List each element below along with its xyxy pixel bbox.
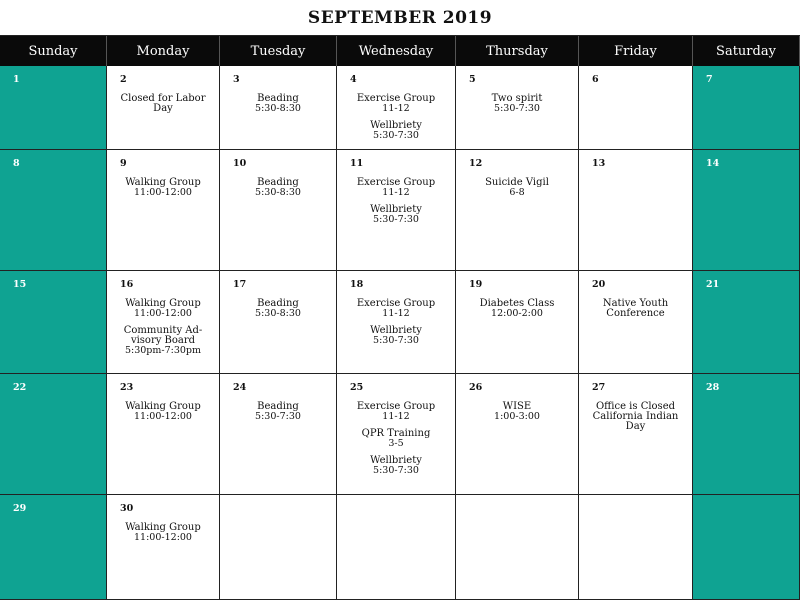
event-time: 5:30-7:30 (494, 103, 540, 114)
date-number: 9 (120, 158, 127, 169)
event-exercise-group[interactable] (341, 94, 451, 114)
week-row (0, 66, 800, 150)
day-cell-4[interactable] (337, 66, 456, 149)
date-number: 12 (469, 158, 483, 169)
event-list (220, 299, 336, 319)
event-beading[interactable] (224, 94, 332, 114)
week-row (0, 150, 800, 271)
day-header-wednesday: Wednesday (337, 36, 456, 66)
date-number: 4 (350, 74, 357, 85)
day-header-friday: Friday (579, 36, 693, 66)
day-header-thursday: Thursday (456, 36, 579, 66)
event-title: Walking Group (125, 401, 201, 412)
empty-day-cell[interactable] (579, 495, 693, 599)
event-title: Exercise Group (356, 401, 436, 412)
event-title: Wellbriety (370, 120, 422, 131)
event-list (107, 299, 219, 356)
event-list (579, 299, 692, 319)
day-cell-14[interactable] (693, 150, 800, 270)
event-time: 5:30-8:30 (255, 103, 301, 114)
event-title: Suicide Vigil (485, 177, 549, 188)
event-wellbriety[interactable] (341, 205, 451, 225)
day-cell-13[interactable] (579, 150, 693, 270)
date-number: 29 (13, 503, 27, 514)
event-time: 5:30-7:30 (373, 335, 419, 346)
event-walking-group[interactable] (111, 402, 215, 422)
date-number: 24 (233, 382, 247, 393)
date-number: 23 (120, 382, 134, 393)
day-cell-12[interactable] (456, 150, 579, 270)
event-time: 1:00-3:00 (494, 411, 540, 422)
event-title: QPR Training (361, 428, 431, 439)
event-wellbriety[interactable] (341, 326, 451, 346)
event-title: Wellbriety (370, 455, 422, 466)
date-number: 10 (233, 158, 247, 169)
date-number: 15 (13, 279, 27, 290)
event-title: Walking Group (125, 298, 201, 309)
event-title: Exercise Group (356, 298, 436, 309)
day-cell-19[interactable] (456, 271, 579, 373)
day-cell-28[interactable] (693, 374, 800, 494)
day-cell-7[interactable] (693, 66, 800, 149)
event-title: WISE (502, 401, 532, 412)
day-cell-17[interactable] (220, 271, 337, 373)
event-two-spirit[interactable] (460, 94, 574, 114)
event-list (220, 178, 336, 198)
date-number: 26 (469, 382, 483, 393)
event-wellbriety[interactable] (341, 121, 451, 141)
event-time: 11-12 (382, 308, 410, 319)
event-title: Wellbriety (370, 204, 422, 215)
event-title: Exercise Group (356, 93, 436, 104)
date-number: 25 (350, 382, 364, 393)
event-time: 11-12 (382, 103, 410, 114)
event-wellbriety[interactable] (341, 456, 451, 476)
day-cell-25[interactable] (337, 374, 456, 494)
event-title: Closed for Labor Day (120, 93, 206, 114)
event-list (579, 402, 692, 432)
event-title: Walking Group (125, 522, 201, 533)
date-number: 17 (233, 279, 247, 290)
event-time: 11:00-12:00 (134, 411, 192, 422)
event-exercise-group[interactable] (341, 299, 451, 319)
day-cell-15[interactable] (0, 271, 107, 373)
event-list (337, 402, 455, 476)
date-number: 28 (706, 382, 720, 393)
calendar-title-bar (0, 0, 800, 36)
event-time: 6-8 (509, 187, 525, 198)
day-cell-22[interactable] (0, 374, 107, 494)
event-title: Two spirit (491, 93, 543, 104)
day-cell-8[interactable] (0, 150, 107, 270)
event-time: 11:00-12:00 (134, 532, 192, 543)
event-time: 5:30-7:30 (373, 130, 419, 141)
day-cell-2[interactable] (107, 66, 220, 149)
event-list (107, 94, 219, 114)
date-number: 2 (120, 74, 127, 85)
empty-day-cell[interactable] (337, 495, 456, 599)
date-number: 14 (706, 158, 720, 169)
event-list (456, 178, 578, 198)
event-title: Native Youth Conference (602, 298, 669, 319)
event-exercise-group[interactable] (341, 178, 451, 198)
date-number: 27 (592, 382, 606, 393)
event-title: Beading (257, 93, 299, 104)
day-cell-20[interactable] (579, 271, 693, 373)
day-cell-3[interactable] (220, 66, 337, 149)
date-number: 20 (592, 279, 606, 290)
day-cell-18[interactable] (337, 271, 456, 373)
event-beading[interactable] (224, 299, 332, 319)
event-title: Wellbriety (370, 325, 422, 336)
day-cell-26[interactable] (456, 374, 579, 494)
week-row (0, 271, 800, 374)
event-time: 5:30-8:30 (255, 187, 301, 198)
event-exercise-group[interactable] (341, 402, 451, 422)
date-number: 19 (469, 279, 483, 290)
event-time: 11-12 (382, 411, 410, 422)
event-qpr-training[interactable] (341, 429, 451, 449)
empty-day-cell[interactable] (693, 495, 800, 599)
event-title: Beading (257, 177, 299, 188)
date-number: 8 (13, 158, 20, 169)
event-list (456, 94, 578, 114)
empty-day-cell[interactable] (456, 495, 579, 599)
day-cell-5[interactable] (456, 66, 579, 149)
day-header-tuesday: Tuesday (220, 36, 337, 66)
event-beading[interactable] (224, 178, 332, 198)
day-header-saturday: Saturday (693, 36, 800, 66)
day-header-monday: Monday (107, 36, 220, 66)
week-row (0, 374, 800, 495)
event-time: 11:00-12:00 (134, 187, 192, 198)
date-number: 18 (350, 279, 364, 290)
date-number: 16 (120, 279, 134, 290)
event-title: Community Ad- visory Board (123, 325, 203, 346)
event-list (337, 94, 455, 141)
day-cell-1[interactable] (0, 66, 107, 149)
date-number: 13 (592, 158, 606, 169)
event-list (107, 178, 219, 198)
event-list (456, 402, 578, 422)
date-number: 6 (592, 74, 599, 85)
event-walking-group[interactable] (111, 178, 215, 198)
event-time: 3-5 (388, 438, 404, 449)
event-walking-group[interactable] (111, 523, 215, 543)
date-number: 3 (233, 74, 240, 85)
event-list (220, 94, 336, 114)
event-list (220, 402, 336, 422)
event-closed-for-labor-day[interactable] (111, 94, 215, 114)
date-number: 1 (13, 74, 20, 85)
event-title: Beading (257, 298, 299, 309)
event-native-youth-conference[interactable] (583, 299, 688, 319)
event-wise[interactable] (460, 402, 574, 422)
weekday-header (0, 36, 800, 66)
event-title: Walking Group (125, 177, 201, 188)
day-cell-27[interactable] (579, 374, 693, 494)
day-cell-16[interactable] (107, 271, 220, 373)
event-time: 12:00-2:00 (491, 308, 543, 319)
event-title: Office is Closed California Indian Day (592, 401, 679, 432)
date-number: 11 (350, 158, 364, 169)
day-cell-29[interactable] (0, 495, 107, 599)
event-title: Diabetes Class (479, 298, 555, 309)
event-walking-group[interactable] (111, 299, 215, 319)
event-list (107, 402, 219, 422)
day-cell-11[interactable] (337, 150, 456, 270)
date-number: 7 (706, 74, 713, 85)
event-title: Beading (257, 401, 299, 412)
month-title: SEPTEMBER 2019 (307, 7, 493, 28)
day-cell-30[interactable] (107, 495, 220, 599)
day-cell-24[interactable] (220, 374, 337, 494)
event-list (337, 299, 455, 346)
event-time: 11:00-12:00 (134, 308, 192, 319)
day-cell-23[interactable] (107, 374, 220, 494)
event-time: 5:30-7:30 (373, 465, 419, 476)
event-time: 5:30-8:30 (255, 308, 301, 319)
event-list (337, 178, 455, 225)
event-community-ad-visory-board[interactable] (111, 326, 215, 356)
event-time: 11-12 (382, 187, 410, 198)
day-cell-9[interactable] (107, 150, 220, 270)
month-grid (0, 66, 800, 600)
event-diabetes-class[interactable] (460, 299, 574, 319)
date-number: 22 (13, 382, 27, 393)
event-time: 5:30pm-7:30pm (124, 345, 202, 356)
event-list (107, 523, 219, 543)
date-number: 30 (120, 503, 134, 514)
event-title: Exercise Group (356, 177, 436, 188)
day-cell-6[interactable] (579, 66, 693, 149)
event-suicide-vigil[interactable] (460, 178, 574, 198)
event-office-is-closed-california-indian-day[interactable] (583, 402, 688, 432)
event-list (456, 299, 578, 319)
empty-day-cell[interactable] (220, 495, 337, 599)
day-header-sunday: Sunday (0, 36, 107, 66)
day-cell-21[interactable] (693, 271, 800, 373)
week-row (0, 495, 800, 600)
event-time: 5:30-7:30 (255, 411, 301, 422)
event-beading[interactable] (224, 402, 332, 422)
date-number: 5 (469, 74, 476, 85)
day-cell-10[interactable] (220, 150, 337, 270)
date-number: 21 (706, 279, 720, 290)
event-time: 5:30-7:30 (373, 214, 419, 225)
